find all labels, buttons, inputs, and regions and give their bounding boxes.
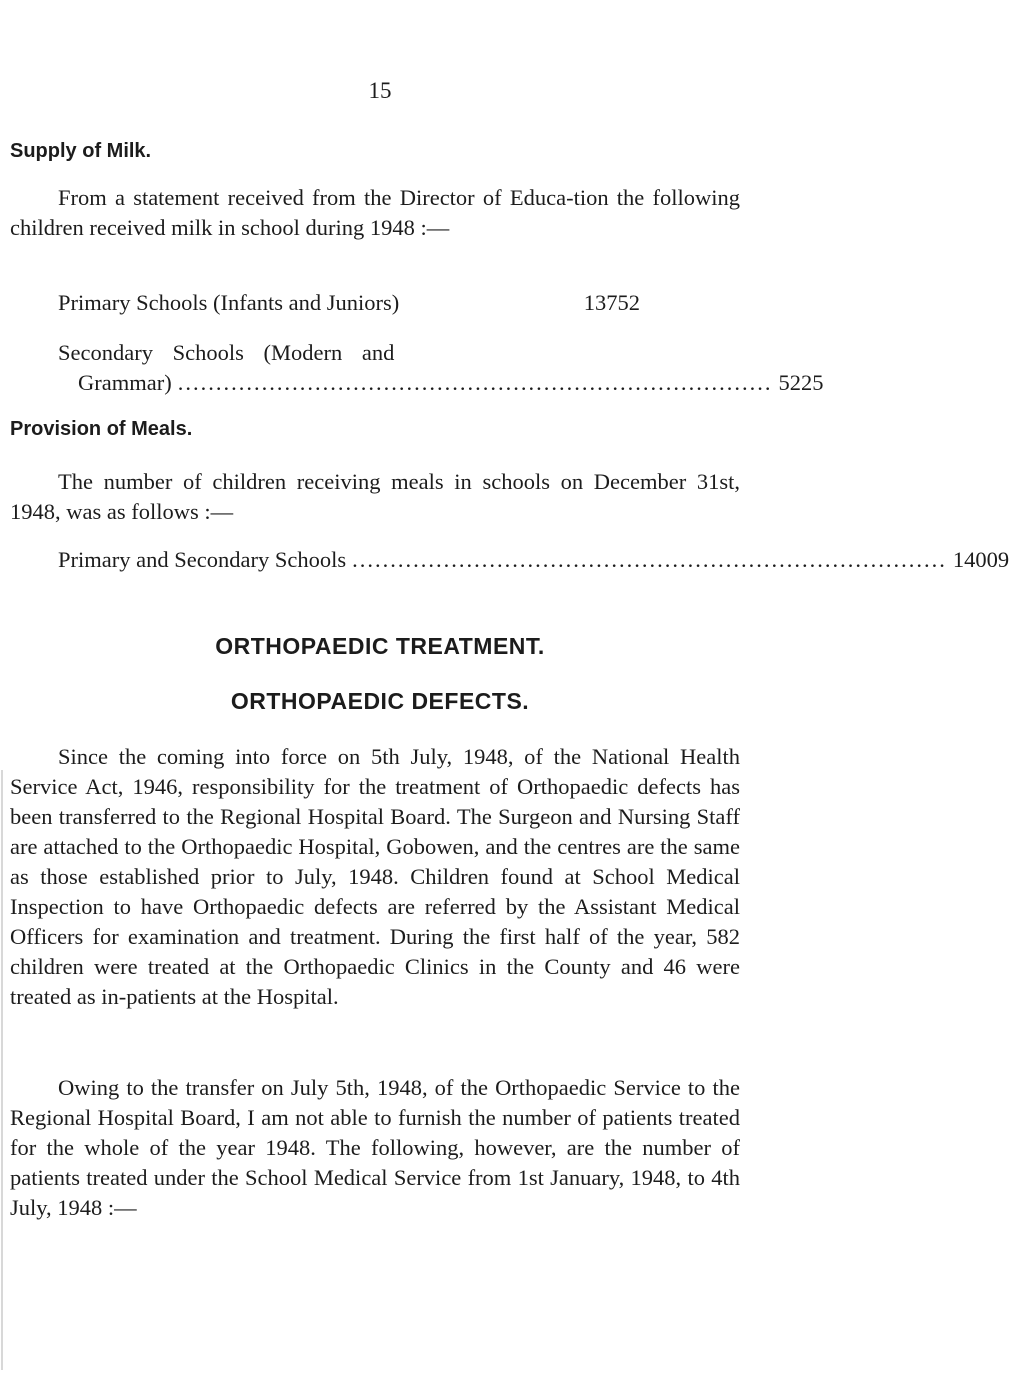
milk-row-secondary-label-1: Secondary Schools (Modern and bbox=[58, 340, 395, 365]
leader-dots: .............................................................................. bbox=[177, 370, 773, 395]
meals-row-label: Primary and Secondary Schools bbox=[58, 547, 347, 572]
milk-row-primary-label: Primary Schools (Infants and Juniors) bbox=[58, 290, 400, 315]
orthopaedic-para-2-text: Owing to the transfer on July 5th, 1948, of the Orthopaedic Service to the Regional Hospital Board, I am not able to furnish the number of patients treated for the whole of the year 1948. The following, however, are the number of patients treated under the School Medical Service from 1st January, 1948, to 4th July, 1948 :— bbox=[10, 1075, 740, 1220]
milk-row-secondary-label-2: Grammar) bbox=[78, 370, 172, 395]
milk-heading: Supply of Milk. bbox=[10, 140, 152, 162]
orthopaedic-treatment-title: ORTHOPAEDIC TREATMENT. bbox=[215, 633, 545, 659]
meals-row bbox=[58, 547, 1009, 573]
leader-dots: .............................................................................. bbox=[352, 547, 947, 572]
meals-intro bbox=[10, 467, 740, 527]
meals-intro-text: The number of children receiving meals in schools on December 31st, 1948, was as follows :— bbox=[10, 469, 740, 524]
orthopaedic-para-1-text: Since the coming into force on 5th July, 1948, of the National Health Service Act, 1946, responsibility for the treatment of Orthopaedic defects has been transferred to the Regional Hospital Board. The Surgeon and Nursing Staff are attached to the Orthopaedic Hospital, Gobowen, and the centres are the same as those established prior to July, 1948. Children found at School Medical Inspection to have Orthopaedic defects are referred by the Assistant Medical Officers for examination and treatment. During the first half of the year, 582 children were treated at the Orthopaedic Clinics in the County and 46 were treated as in-patients at the Hospital. bbox=[10, 744, 740, 1009]
binding-edge-shadow bbox=[1, 770, 3, 1370]
orthopaedic-defects-subtitle: ORTHOPAEDIC DEFECTS. bbox=[230, 688, 530, 714]
meals-row-value: 14009 bbox=[952, 547, 1009, 572]
meals-heading: Provision of Meals. bbox=[10, 418, 193, 440]
milk-intro bbox=[10, 183, 740, 243]
page-number: 15 bbox=[368, 78, 392, 103]
milk-row-secondary-line2 bbox=[78, 370, 824, 396]
milk-row-primary-value: 13752 bbox=[583, 290, 640, 315]
orthopaedic-para-1 bbox=[10, 742, 740, 1012]
orthopaedic-para-2 bbox=[10, 1073, 740, 1223]
milk-row-secondary-line1 bbox=[58, 340, 640, 366]
milk-row-primary bbox=[58, 290, 640, 316]
milk-intro-text: From a statement received from the Director of Educa-tion the following children received milk in school during 1948 :— bbox=[10, 185, 740, 240]
milk-row-secondary-value: 5225 bbox=[778, 370, 824, 395]
